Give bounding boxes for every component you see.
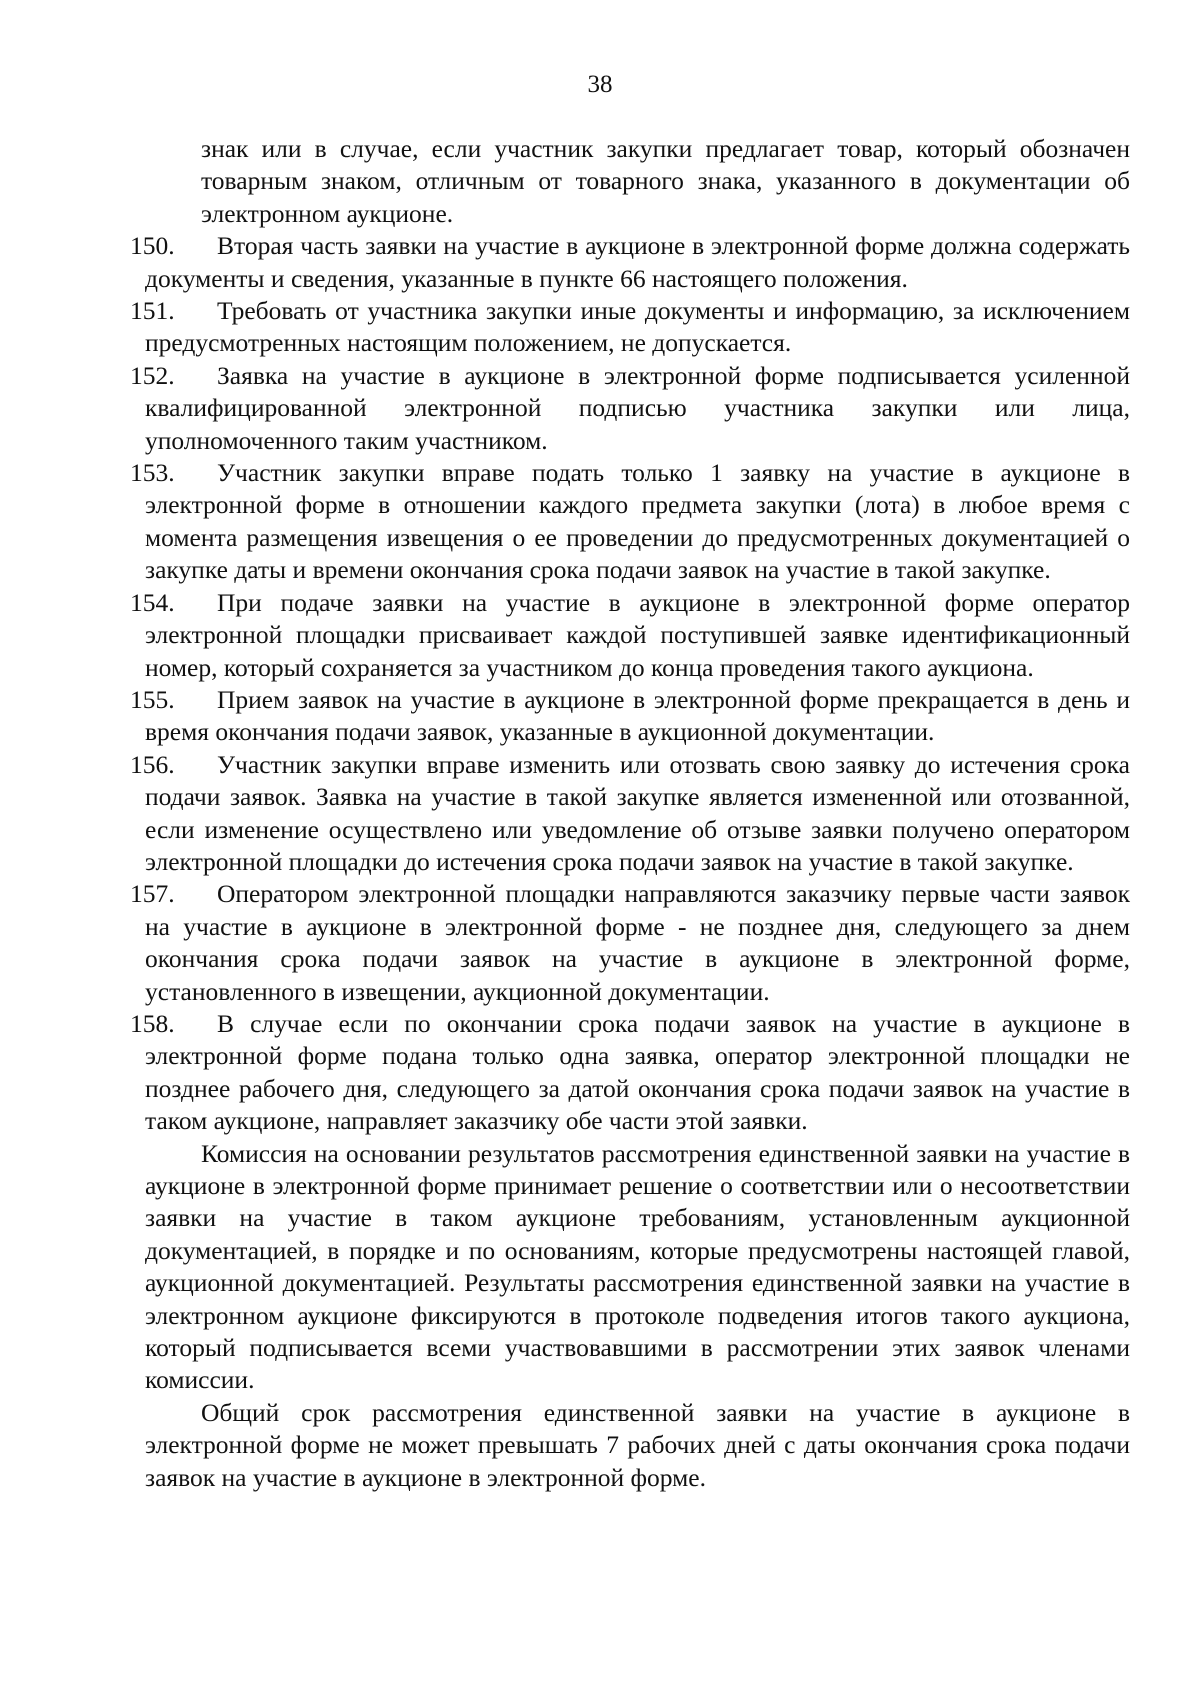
clause-number: 155. bbox=[130, 684, 175, 714]
paragraph-review-period: Общий срок рассмотрения единственной заявки на участие в аукционе в электронной форме не может превышать 7 рабочих дней с даты окончания срока подачи заявок на участие в аукционе в электронной форме. bbox=[145, 1397, 1130, 1492]
clause-150 bbox=[130, 230, 1130, 295]
clause-number: 152. bbox=[130, 360, 175, 390]
clause-text: Участник закупки вправе подать только 1 заявку на участие в аукционе в электронной форме в отношении каждого предмета закупки (лота) в любое время с момента размещения извещения о ее проведении до предусмотренных документацией о закупке даты и времени окончания срока подачи заявок на участие в такой закупке. bbox=[145, 458, 1130, 585]
clause-154 bbox=[130, 587, 1130, 684]
clause-number: 154. bbox=[130, 587, 175, 617]
clause-156 bbox=[130, 749, 1130, 879]
clause-text: Вторая часть заявки на участие в аукционе в электронной форме должна содержать документы и сведения, указанные в пункте 66 настоящего положения. bbox=[145, 231, 1130, 293]
paragraph-commission-decision: Комиссия на основании результатов рассмотрения единственной заявки на участие в аукционе в электронной форме принимает решение о соответствии или о несоответствии заявки на участие в таком аукционе требованиям, установленным аукционной документацией, в порядке и по основаниям, которые предусмотрены настоящей главой, аукционной документацией. Результаты рассмотрения единственной заявки на участие в электронном аукционе фиксируются в протоколе подведения итогов такого аукциона, который подписывается всеми участвовавшими в рассмотрении этих заявок членами комиссии. bbox=[145, 1138, 1130, 1395]
clause-157 bbox=[130, 878, 1130, 1008]
clause-number: 158. bbox=[130, 1008, 175, 1038]
clause-text: Оператором электронной площадки направляются заказчику первые части заявок на участие в аукционе в электронной форме - не позднее дня, следующего за днем окончания срока подачи заявок на участие в аукционе в электронной форме, установленного в извещении, аукционной документации. bbox=[145, 879, 1130, 1006]
clause-number: 156. bbox=[130, 749, 175, 779]
clause-number: 151. bbox=[130, 296, 175, 326]
continuation-text: знак или в случае, если участник закупки предлагает товар, который обозначен товарным знаком, отличным от товарного знака, указанного в документации об электронном аукционе. bbox=[201, 134, 1130, 228]
clause-155 bbox=[130, 684, 1130, 749]
clause-151 bbox=[130, 295, 1130, 360]
clause-158 bbox=[130, 1008, 1130, 1138]
document-body bbox=[130, 133, 1130, 1494]
clause-number: 153. bbox=[130, 458, 175, 488]
clause-number: 157. bbox=[130, 879, 175, 909]
clause-text: Участник закупки вправе изменить или отозвать свою заявку до истечения срока подачи заявок. Заявка на участие в такой закупке является измененной или отозванной, если изменение осуществлено или уведомление об отзыве заявки получено оператором электронной площадки до истечения срока подачи заявок на участие в такой закупке. bbox=[145, 749, 1130, 876]
clause-text: Прием заявок на участие в аукционе в электронной форме прекращается в день и время окончания подачи заявок, указанные в аукционной документации. bbox=[145, 684, 1130, 747]
clause-text: Заявка на участие в аукционе в электронной форме подписывается усиленной квалифицированной электронной подписью участника закупки или лица, уполномоченного таким участником. bbox=[145, 360, 1130, 455]
page-number: 38 bbox=[587, 71, 613, 98]
clause-152 bbox=[130, 360, 1130, 457]
clause-text: При подаче заявки на участие в аукционе в электронной форме оператор электронной площадки присваивает каждой поступившей заявке идентификационный номер, который сохраняется за участником до конца проведения такого аукциона. bbox=[145, 587, 1130, 682]
clause-text: В случае если по окончании срока подачи заявок на участие в аукционе в электронной форме подана только одна заявка, оператор электронной площадки не позднее рабочего дня, следующего за датой окончания срока подачи заявок на участие в таком аукционе, направляет заказчику обе части этой заявки. bbox=[145, 1008, 1130, 1136]
clause-text: Требовать от участника закупки иные документы и информацию, за исключением предусмотренных настоящим положением, не допускается. bbox=[145, 296, 1130, 358]
clause-number: 150. bbox=[130, 231, 175, 261]
clause-153 bbox=[130, 457, 1130, 587]
